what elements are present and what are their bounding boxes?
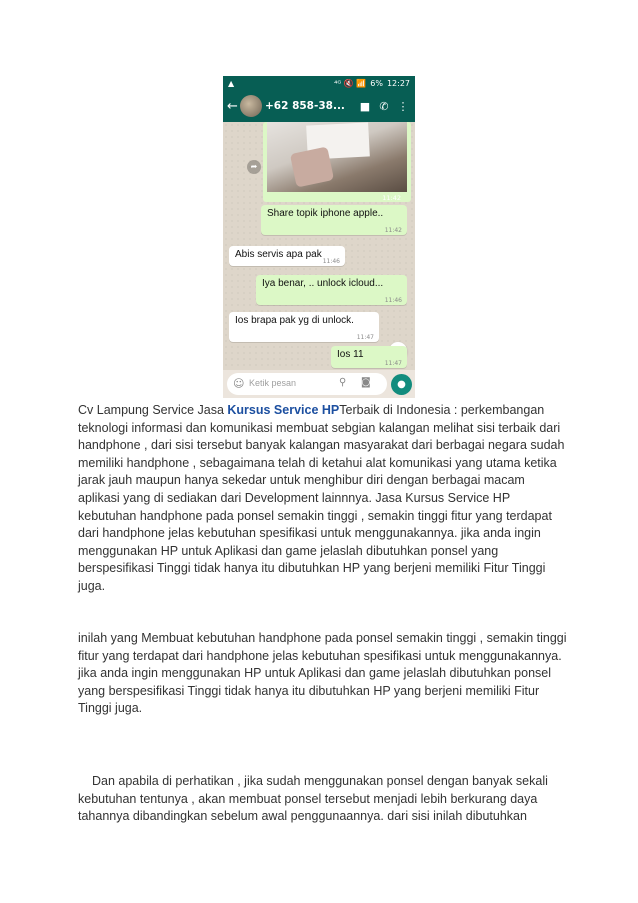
- status-icons: ⁴ᴳ 🔇 📶: [334, 78, 367, 88]
- message-bubble[interactable]: [261, 205, 407, 235]
- message-time: 11:47: [356, 334, 374, 341]
- image-message[interactable]: [263, 122, 411, 202]
- forward-icon[interactable]: ➦: [247, 160, 261, 174]
- message-bubble[interactable]: [256, 275, 407, 305]
- message-time: 11:46: [322, 258, 340, 265]
- message-time: 11:47: [384, 360, 402, 367]
- video-call-icon[interactable]: ■: [359, 99, 371, 113]
- message-text: Abis servis apa pak: [235, 249, 322, 260]
- paragraph-1-intro: Cv Lampung Service Jasa: [78, 403, 228, 417]
- message-text: Ios brapa pak yg di unlock.: [235, 315, 354, 326]
- paragraph-1-body: Terbaik di Indonesia : perkembangan teknologi informasi dan komunikasi membuat sebgian kalangan melihat sisi terbaik dari handphone , dari sisi tersebut banyak kalangan masyarakat dari berbagai negara sudah memiliki handphone , sebagaimana telah di ketahui alat komunikasi yang utama ketika jarak jauh maupun hanya sekedar untuk menghibur diri dengan berbagai macam aplikasi yang di sediakan dari Development lainnnya. Jasa Kursus Service HP kebutuhan handphone pada ponsel semakin tinggi , semakin tinggi fitur yang terdapat dari handphone jelas kebutuhan spesifikasi untuk menggunakannya. jika anda ingin menggunakan HP untuk Aplikasi dan game jelaslah dibutuhkan ponsel yang berspesifikasi Tinggi tidak hanya itu dibutuhkan HP yang berjeni memiliki Fitur Tinggi juga.: [78, 403, 565, 593]
- emoji-icon[interactable]: ☺: [233, 377, 245, 390]
- message-text: Share topik iphone apple..: [267, 208, 384, 219]
- status-battery: 6%: [370, 78, 383, 88]
- message-bubble[interactable]: [229, 312, 379, 342]
- phone-icon[interactable]: ✆: [379, 99, 389, 113]
- paragraph-3-body: Dan apabila di perhatikan , jika sudah menggunakan ponsel dengan banyak sekali kebutuhan tentunya , akan membuat ponsel tersebut menjadi lebih berkurang daya tahannya dibandingkan sebelum awal penggunaannya. dari sisi inilah dibutuhkan: [78, 774, 548, 824]
- avatar[interactable]: [240, 95, 262, 117]
- paragraph-1: [78, 402, 568, 596]
- status-bar: [223, 76, 415, 90]
- message-time: 11:46: [384, 297, 402, 304]
- message-input[interactable]: [227, 373, 387, 395]
- contact-name[interactable]: +62 858-38...: [265, 100, 345, 112]
- camera-icon[interactable]: ◙: [361, 377, 371, 388]
- back-arrow-icon[interactable]: ←: [227, 98, 238, 114]
- paragraph-3: [78, 773, 568, 826]
- status-time: 12:27: [386, 78, 410, 88]
- iphone-photo: [290, 146, 334, 187]
- paragraph-2: inilah yang Membuat kebutuhan handphone pada ponsel semakin tinggi , semakin tinggi fitur yang terdapat dari handphone jelas kebutuhan spesifikasi untuk menggunakannya. jika anda ingin menggunakan HP untuk Aplikasi dan game jelaslah dibutuhkan ponsel yang berspesifikasi Tinggi tidak hanya itu dibutuhkan HP yang berjeni memiliki Fitur Tinggi juga.: [78, 631, 567, 716]
- more-icon[interactable]: ⋮: [397, 99, 409, 113]
- message-bubble[interactable]: [229, 246, 345, 266]
- message-text: Iya benar, .. unlock icloud...: [262, 278, 384, 289]
- input-bar: [223, 370, 415, 398]
- message-time: 11:42: [382, 194, 401, 202]
- mic-icon[interactable]: ●: [391, 374, 412, 395]
- kursus-service-link[interactable]: Kursus Service HP: [227, 403, 340, 417]
- message-time: 11:42: [384, 227, 402, 234]
- input-placeholder: Ketik pesan: [249, 378, 297, 388]
- message-text: Ios 11: [337, 349, 364, 360]
- chat-header: [223, 90, 415, 122]
- photo: [267, 122, 407, 192]
- chat-area: [223, 122, 415, 370]
- warning-icon: ▲: [228, 78, 235, 88]
- chat-screenshot: [223, 76, 415, 398]
- message-bubble[interactable]: [331, 346, 407, 368]
- attach-icon[interactable]: ⚲: [339, 377, 347, 388]
